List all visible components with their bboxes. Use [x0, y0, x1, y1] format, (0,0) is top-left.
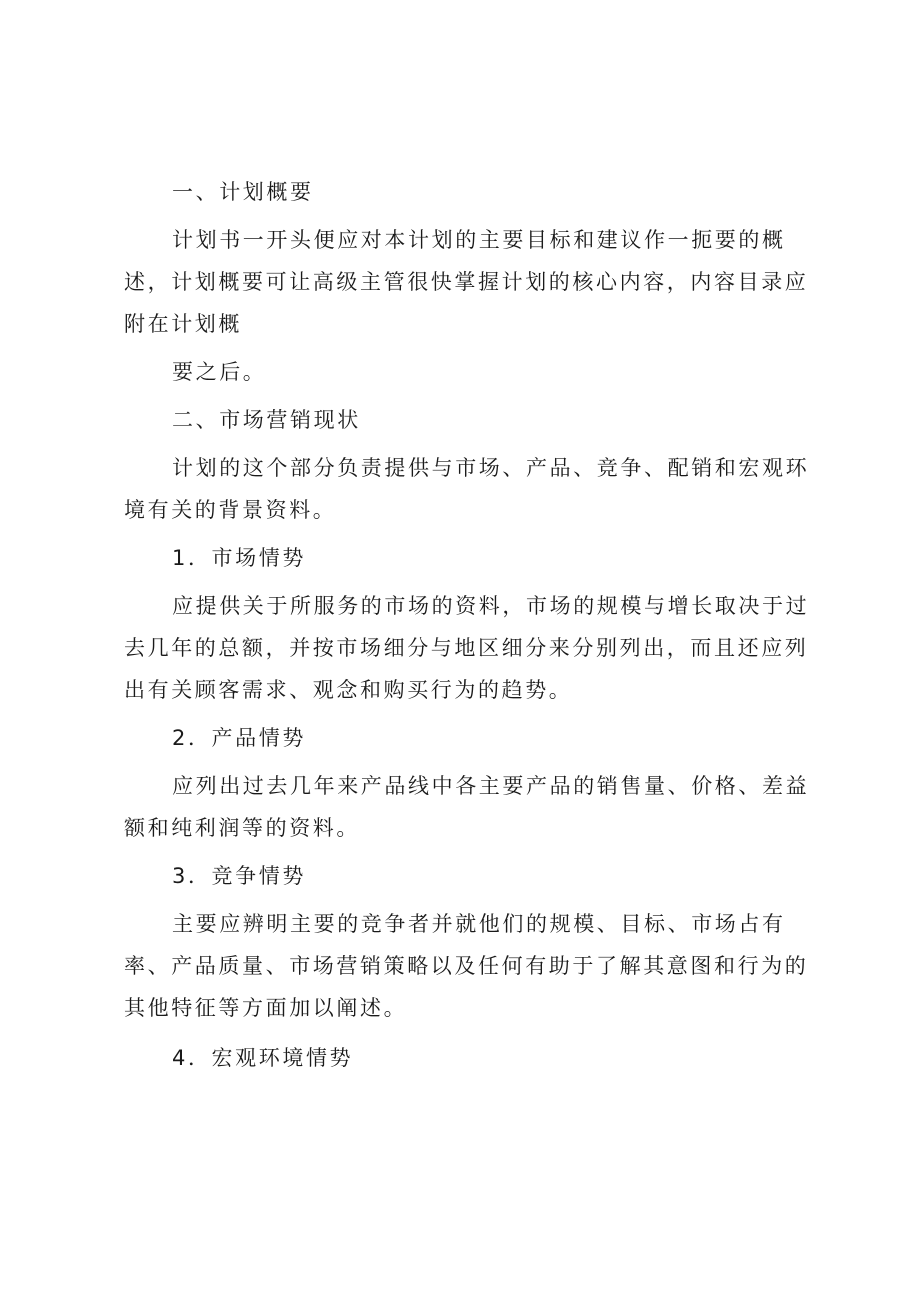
document-body — [124, 171, 824, 1079]
subheading-macro-environment: 4．宏观环境情势 — [172, 1046, 354, 1070]
paragraph-competition-situation: 主要应辨明主要的竞争者并就他们的规模、目标、市场占有率、产品质量、市场营销策略以及任何有助于了解其意图和行为的其他特征等方面加以阐述。 — [124, 912, 809, 1020]
subheading-product-situation: 2．产品情势 — [172, 726, 306, 750]
section-heading-plan-summary: 一、计划概要 — [172, 180, 314, 204]
paragraph-plan-summary: 计划书一开头便应对本计划的主要目标和建议作一扼要的概述，计划概要可让高级主管很快掌握计划的核心内容，内容目录应附在计划概 — [124, 228, 809, 336]
subheading-competition-situation: 3．竞争情势 — [172, 864, 306, 888]
subheading-market-situation: 1．市场情势 — [172, 546, 306, 570]
paragraph-market-situation: 应提供关于所服务的市场的资料，市场的规模与增长取决于过去几年的总额，并按市场细分与地区细分来分别列出，而且还应列出有关顾客需求、观念和购买行为的趋势。 — [124, 594, 810, 702]
paragraph-plan-summary-end: 要之后。 — [172, 360, 267, 384]
paragraph-market-status: 计划的这个部分负责提供与市场、产品、竞争、配销和宏观环境有关的背景资料。 — [124, 456, 810, 522]
section-heading-market-status: 二、市场营销现状 — [172, 408, 361, 432]
paragraph-product-situation: 应列出过去几年来产品线中各主要产品的销售量、价格、差益额和纯利润等的资料。 — [124, 774, 810, 840]
